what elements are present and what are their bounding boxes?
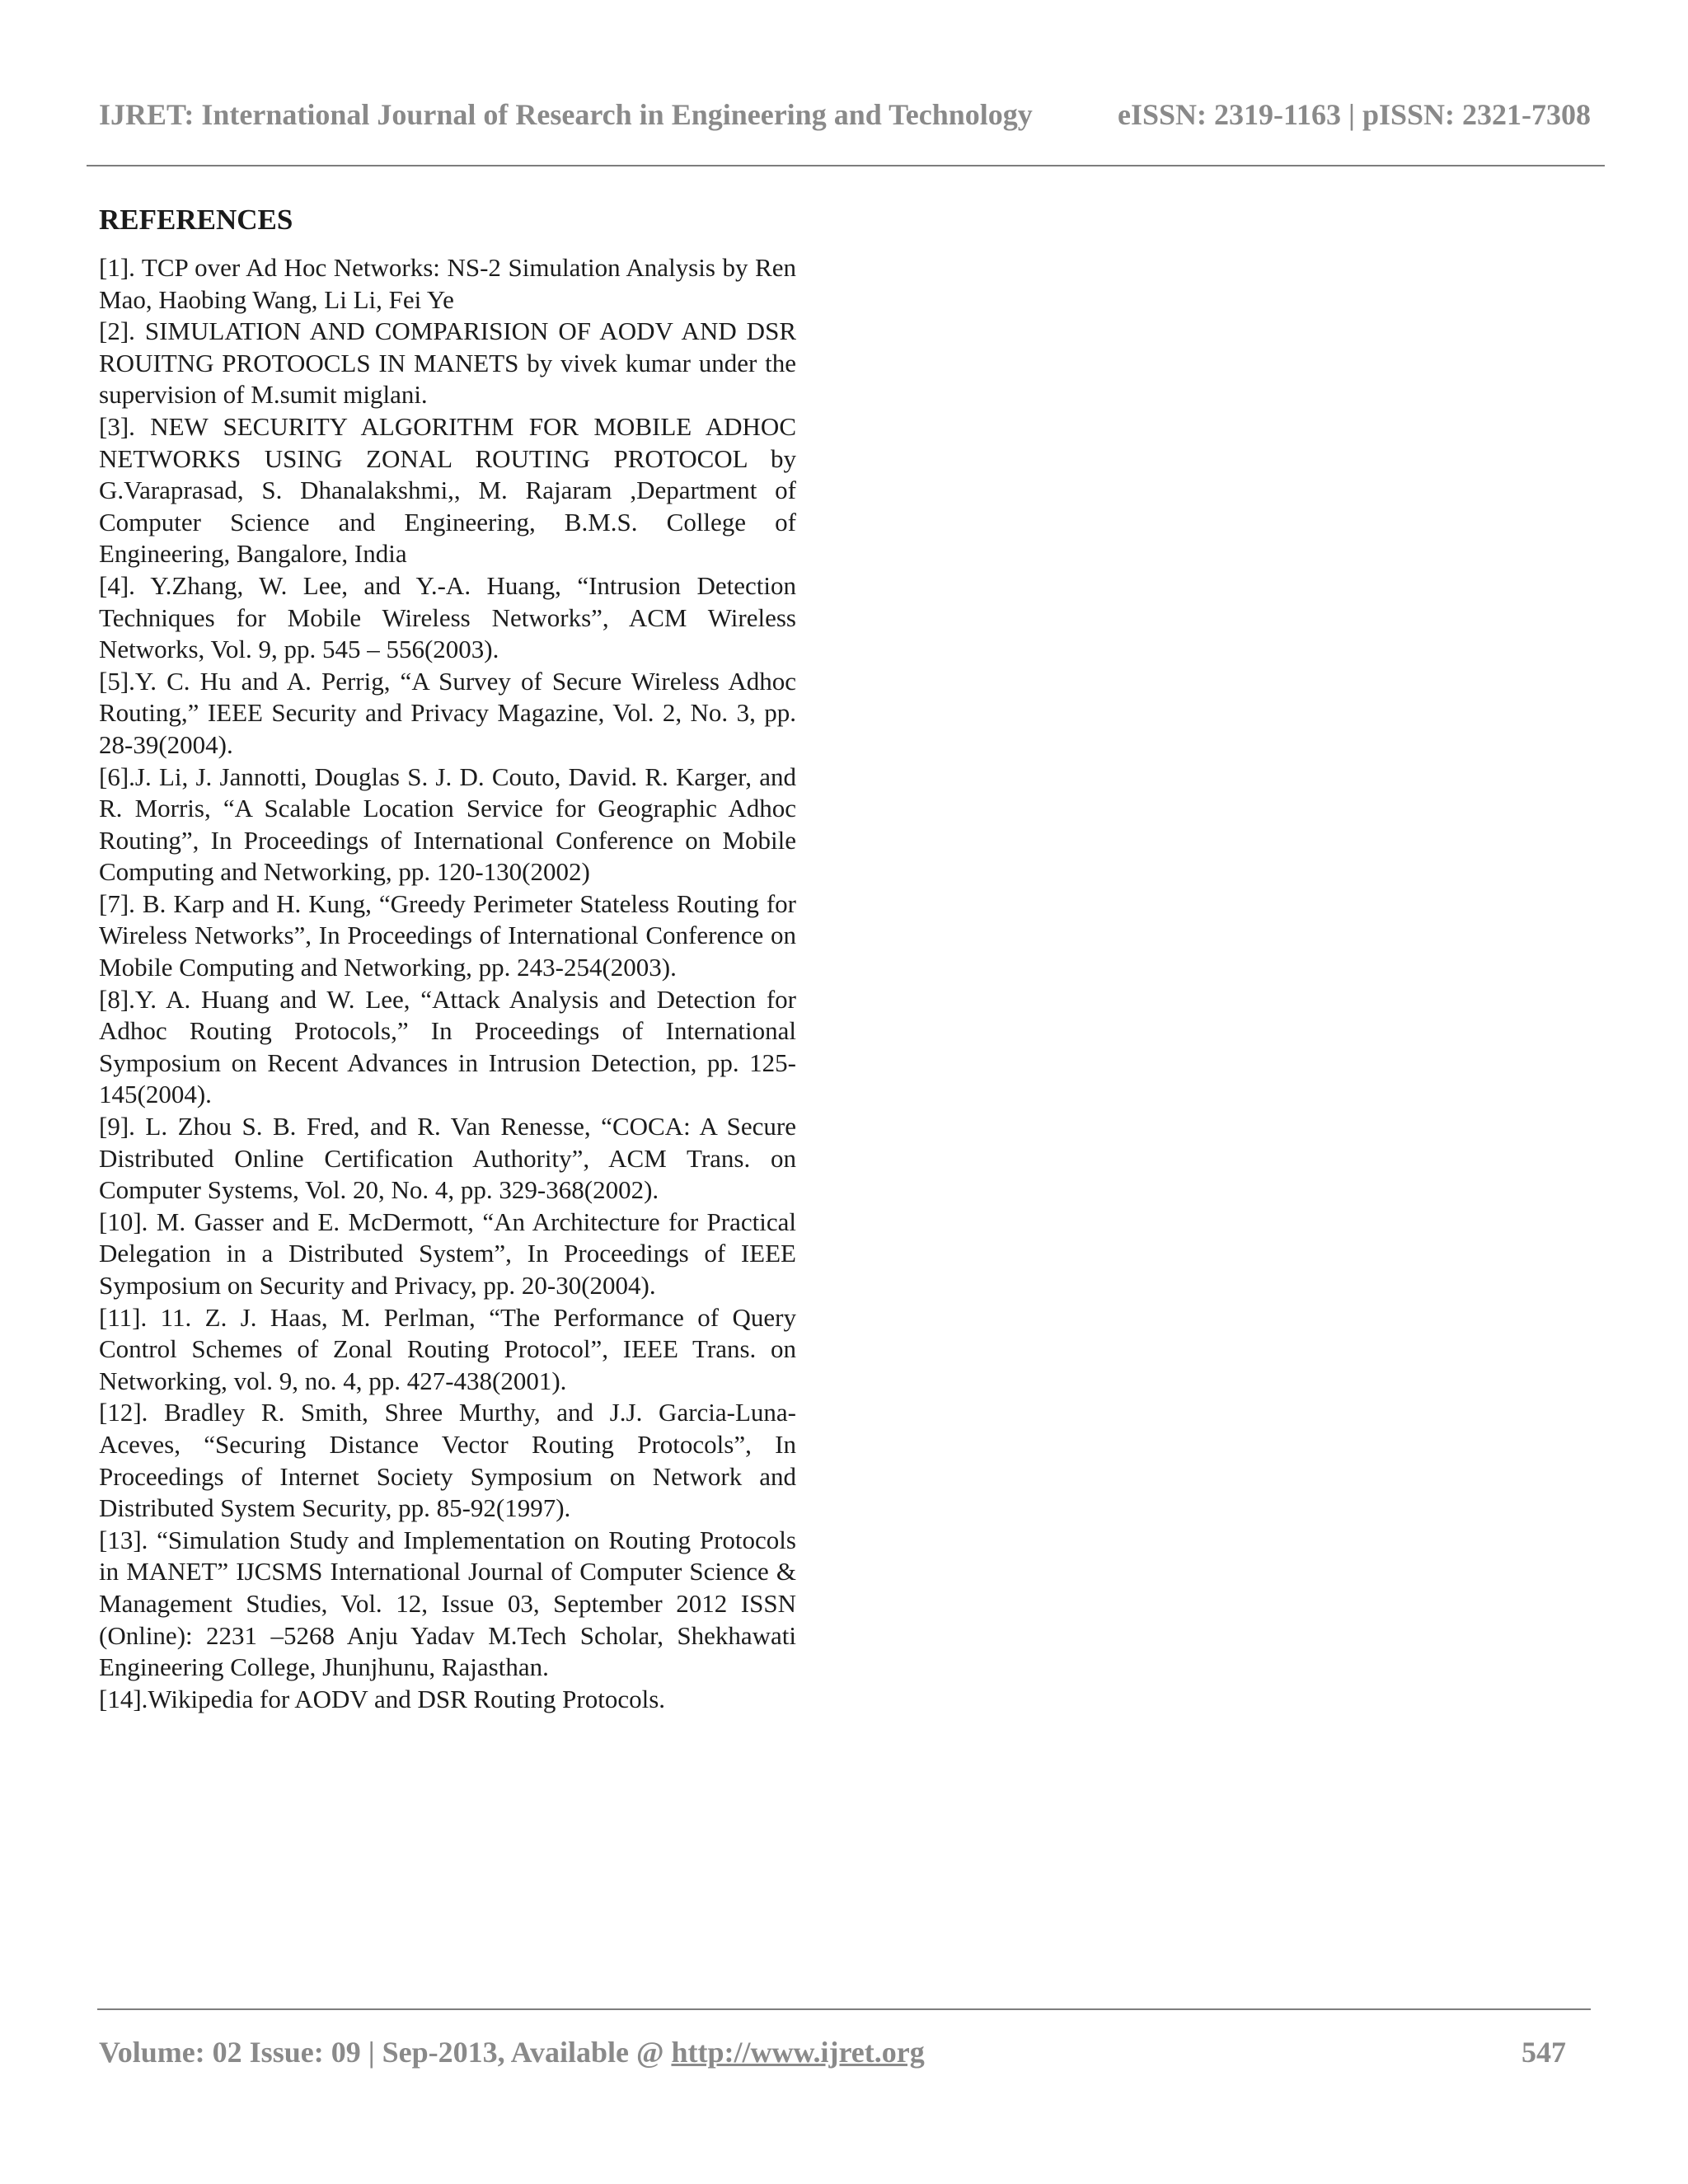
journal-url-link[interactable]: http://www.ijret.org — [671, 2036, 925, 2069]
reference-item: [1]. TCP over Ad Hoc Networks: NS-2 Simulation Analysis by Ren Mao, Haobing Wang, Li Li, Fei Ye — [99, 253, 796, 314]
running-header — [99, 97, 1591, 132]
reference-item: [8].Y. A. Huang and W. Lee, “Attack Analysis and Detection for Adhoc Routing Protocols,” In Proceedings of International Symposium on Recent Advances in Intrusion Detection, pp. 125-145(2004). — [99, 984, 796, 1109]
running-footer — [99, 2035, 1566, 2069]
references-heading: REFERENCES — [99, 204, 293, 236]
reference-item: [11]. 11. Z. J. Haas, M. Perlman, “The Performance of Query Control Schemes of Zonal Routing Protocol”, IEEE Trans. on Networking, vol. 9, no. 4, pp. 427-438(2001). — [99, 1302, 796, 1395]
header-divider — [87, 165, 1605, 166]
footer-divider — [97, 2008, 1591, 2010]
reference-item: [4]. Y.Zhang, W. Lee, and Y.-A. Huang, “Intrusion Detection Techniques for Mobile Wireless Networks”, ACM Wireless Networks, Vol. 9, pp. 545 – 556(2003). — [99, 570, 796, 664]
reference-item: [7]. B. Karp and H. Kung, “Greedy Perimeter Stateless Routing for Wireless Networks”, In Proceedings of International Conference on Mobile Computing and Networking, pp. 243-254(2003). — [99, 888, 796, 982]
volume-text: Volume: 02 Issue: 09 | Sep-2013, Available @ — [99, 2036, 672, 2069]
journal-title: IJRET: International Journal of Research in Engineering and Technology — [99, 98, 1033, 131]
issn-info: eISSN: 2319-1163 | pISSN: 2321-7308 — [1118, 98, 1591, 131]
reference-item: [2]. SIMULATION AND COMPARISION OF AODV AND DSR ROUITNG PROTOOCLS IN MANETS by vivek kumar under the supervision of M.sumit miglani. — [99, 316, 796, 410]
reference-item: [9]. L. Zhou S. B. Fred, and R. Van Renesse, “COCA: A Secure Distributed Online Certification Authority”, ACM Trans. on Computer Systems, Vol. 20, No. 4, pp. 329-368(2002). — [99, 1112, 796, 1205]
reference-item: [14].Wikipedia for AODV and DSR Routing Protocols. — [99, 1684, 666, 1713]
reference-item: [13]. “Simulation Study and Implementation on Routing Protocols in MANET” IJCSMS International Journal of Computer Science & Management Studies, Vol. 12, Issue 03, September 2012 ISSN (Online): 2231 –5268 Anju Yadav M.Tech Scholar, Shekhawati Engineering College, Jhunjhunu, Rajasthan. — [99, 1525, 796, 1682]
reference-item: [5].Y. C. Hu and A. Perrig, “A Survey of Secure Wireless Adhoc Routing,” IEEE Security and Privacy Magazine, Vol. 2, No. 3, pp. 28-39(2004). — [99, 666, 796, 759]
reference-item: [10]. M. Gasser and E. McDermott, “An Architecture for Practical Delegation in a Distributed System”, In Proceedings of IEEE Symposium on Security and Privacy, pp. 20-30(2004). — [99, 1207, 796, 1300]
page-number: 547 — [1522, 2036, 1566, 2069]
footer-volume-info — [99, 2035, 925, 2069]
reference-item: [12]. Bradley R. Smith, Shree Murthy, and J.J. Garcia-Luna-Aceves, “Securing Distance Vector Routing Protocols”, In Proceedings of Internet Society Symposium on Network and Distributed System Security, pp. 85-92(1997). — [99, 1398, 796, 1523]
reference-list — [99, 252, 796, 1715]
reference-item: [3]. NEW SECURITY ALGORITHM FOR MOBILE ADHOC NETWORKS USING ZONAL ROUTING PROTOCOL by G.Varaprasad, S. Dhanalakshmi,, M. Rajaram ,Department of Computer Science and Engineering, B.M.S. College of Engineering, Bangalore, India — [99, 411, 796, 569]
reference-item: [6].J. Li, J. Jannotti, Douglas S. J. D. Couto, David. R. Karger, and R. Morris, “A Scalable Location Service for Geographic Adhoc Routing”, In Proceedings of International Conference on Mobile Computing and Networking, pp. 120-130(2002) — [99, 762, 796, 887]
